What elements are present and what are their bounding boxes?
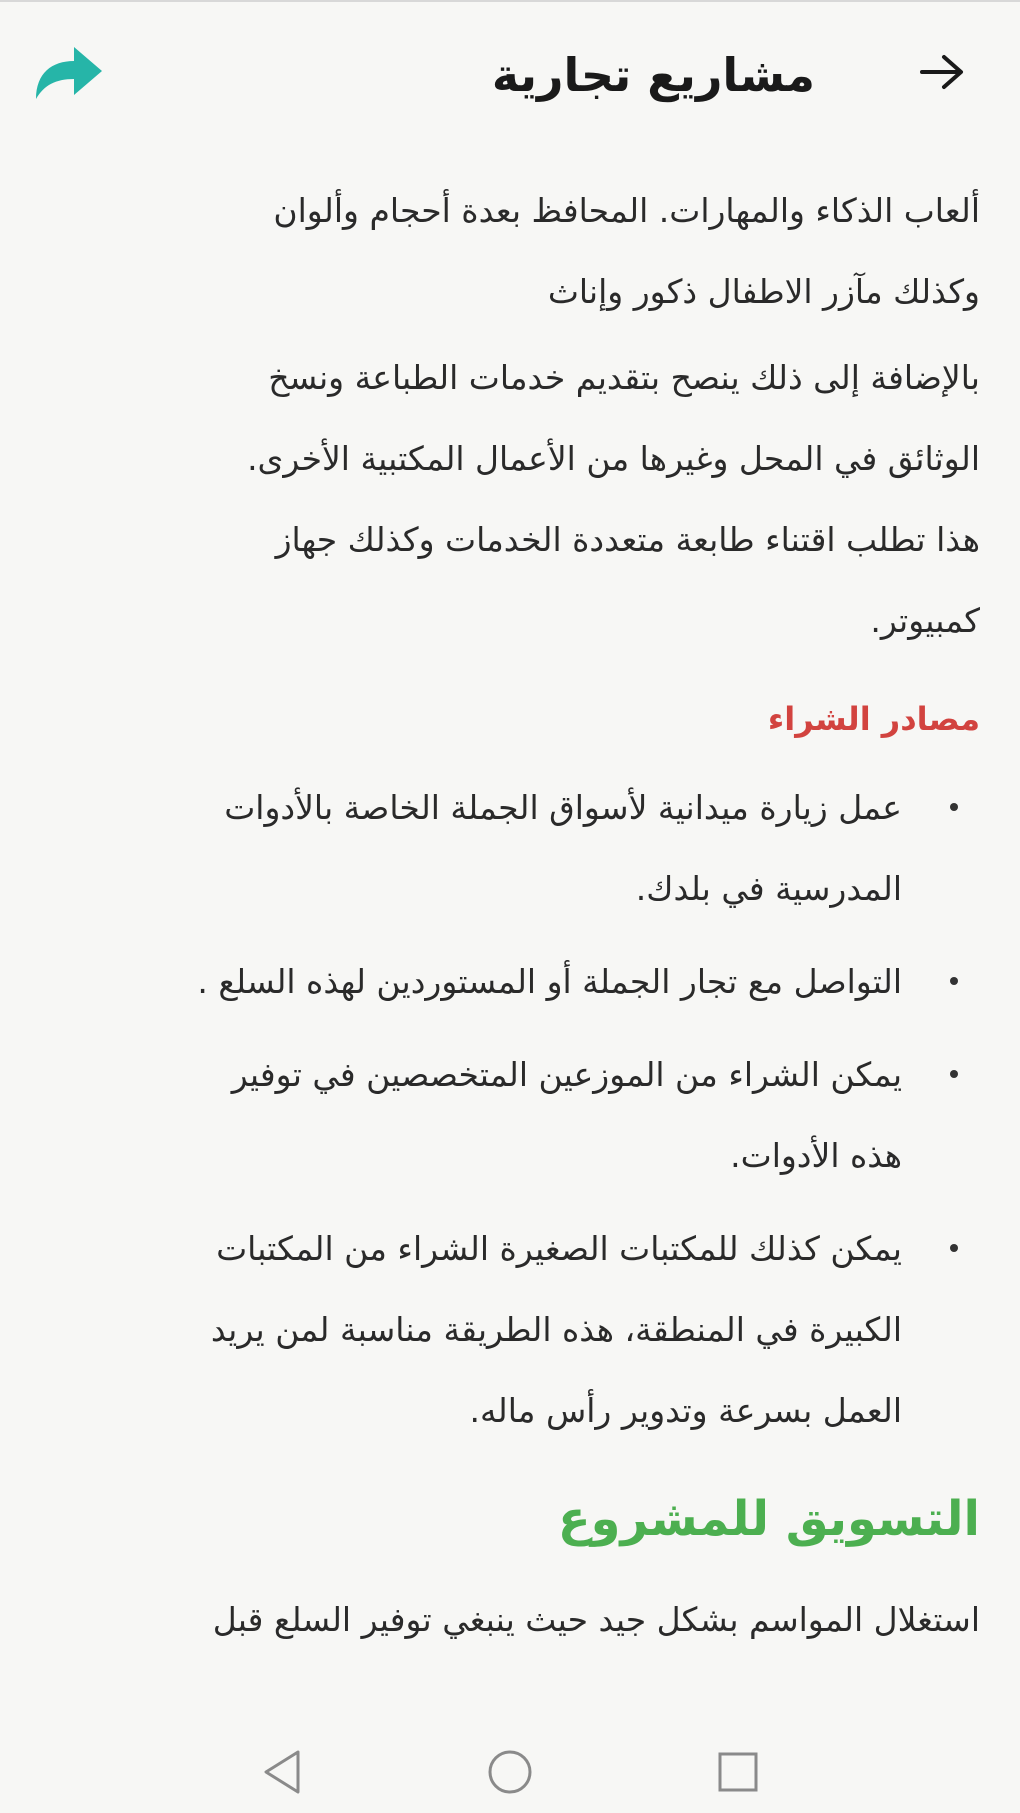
text-line: هذا تطلب اقتناء طابعة متعددة الخدمات وكذلك جهاز [275, 520, 980, 559]
arrow-right-icon [918, 52, 966, 92]
text-line: كمبيوتر. [870, 601, 980, 640]
bullet-dot [950, 977, 958, 985]
nav-back-button[interactable] [254, 1744, 310, 1800]
text-line: هذه الأدوات. [730, 1136, 902, 1175]
text-line: استغلال المواسم بشكل جيد حيث ينبغي توفير السلع قبل [212, 1600, 980, 1639]
text-line: العمل بسرعة وتدوير رأس ماله. [469, 1391, 902, 1430]
text-line: المدرسية في بلدك. [635, 869, 902, 908]
app-bar [0, 2, 1020, 142]
nav-recents-button[interactable] [710, 1744, 766, 1800]
bullet-dot [950, 1070, 958, 1078]
bullet-dot [950, 803, 958, 811]
text-line: يمكن الشراء من الموزعين المتخصصين في توفير [231, 1055, 902, 1094]
sources-list [60, 767, 980, 1451]
text-line: وكذلك مآزر الاطفال ذكور وإناث [547, 272, 980, 311]
text-line: بالإضافة إلى ذلك ينصح بتقديم خدمات الطباعة ونسخ [268, 358, 980, 397]
marketing-heading: التسويق للمشروع [557, 1491, 980, 1547]
text-line: ألعاب الذكاء والمهارات. المحافظ بعدة أحجام وألوان [273, 191, 980, 230]
text-line: التواصل مع تجار الجملة أو المستوردين لهذه السلع . [197, 962, 902, 1001]
intro-paragraph [60, 170, 980, 332]
article-content [60, 170, 980, 1660]
bullet-dot [950, 1244, 958, 1252]
page-title: مشاريع تجارية [491, 48, 815, 102]
share-button[interactable] [28, 40, 108, 106]
list-item [60, 767, 980, 929]
system-nav-bar [0, 1728, 1020, 1813]
share-forward-icon [30, 43, 106, 103]
nav-recents-square-icon [710, 1744, 766, 1800]
list-item [60, 1034, 980, 1196]
marketing-paragraph [60, 1579, 980, 1660]
text-line: عمل زيارة ميدانية لأسواق الجملة الخاصة بالأدوات [224, 788, 902, 827]
text-line: الوثائق في المحل وغيرها من الأعمال المكتبية الأخرى. [247, 439, 980, 478]
sources-heading: مصادر الشراء [767, 700, 980, 738]
nav-back-triangle-icon [254, 1744, 310, 1800]
list-item [60, 941, 980, 1022]
nav-home-button[interactable] [482, 1744, 538, 1800]
text-line: الكبيرة في المنطقة، هذه الطريقة مناسبة لمن يريد [210, 1310, 902, 1349]
nav-home-circle-icon [482, 1744, 538, 1800]
back-button[interactable] [912, 42, 972, 102]
text-line: يمكن كذلك للمكتبات الصغيرة الشراء من المكتبات [216, 1229, 902, 1268]
list-item [60, 1208, 980, 1451]
services-paragraph [60, 337, 980, 661]
